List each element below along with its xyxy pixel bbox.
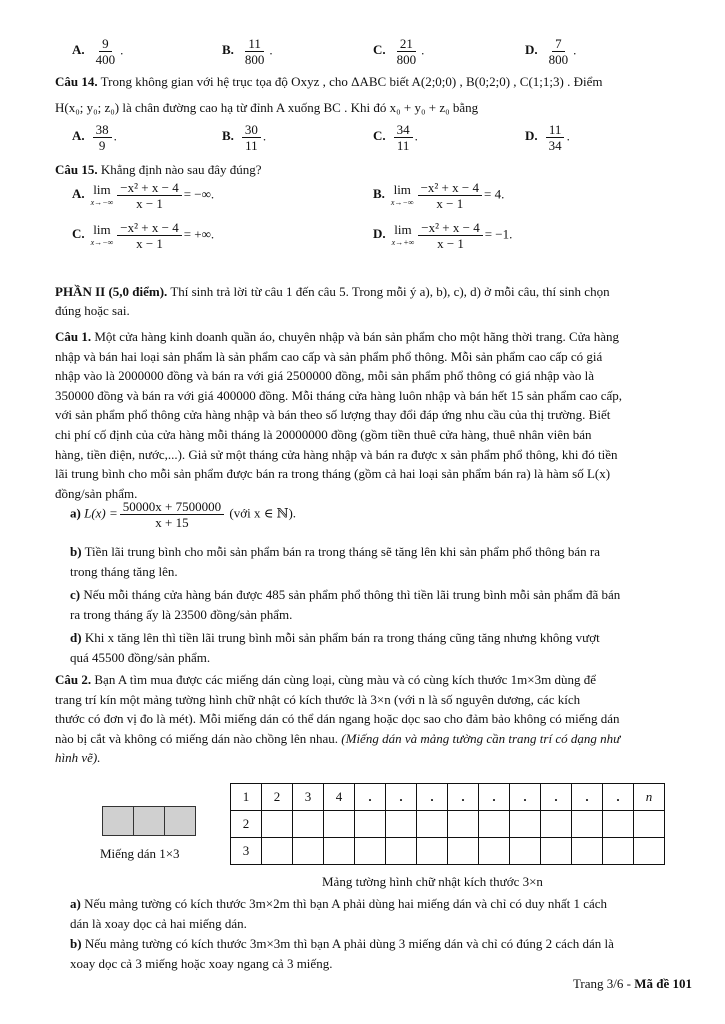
q15-stem: Câu 15. Khẳng định nào sau đây đúng? [55, 162, 262, 177]
p2q1-item-d[interactable]: d) Khi x tăng lên thì tiền lãi trung bình mỗi sản phẩm bán ra trong tháng cũng tăng nhưng không vượt quá 45500 đồng/sản phẩm. [70, 630, 600, 665]
p2q2-item-b[interactable]: b) Nếu mảng tường có kích thước 3m×3m thì bạn A phải dùng 3 miếng dán và chỉ có đúng 2 cách dán là xoay dọc cả 3 miếng hoặc xoay ngang cả 3 miếng. [70, 936, 614, 971]
tile-cell [102, 806, 134, 836]
q13-option-c[interactable]: C. $\frac{21}{800}$ . [373, 36, 425, 67]
limit: lim x→−∞ [390, 181, 414, 207]
tile-cell [164, 806, 196, 836]
fraction: $\frac{\text{−x² + x − 4}}{x - 1}$ [418, 220, 482, 251]
p2q1-item-a[interactable]: a) L(x) = $\frac{50000x + 7500000}{x + 15}$ (với x ∈ ℕ). [70, 499, 297, 530]
table-row: 3 [231, 838, 665, 865]
q15-option-b[interactable]: B. lim x→−∞ $\frac{\text{−x² + x − 4}}{x - 1}$ = 4. [373, 180, 505, 211]
tile-caption: Miếng dán 1×3 [100, 846, 180, 861]
fraction: $\frac{11}{800}$ [244, 36, 265, 67]
p2q1-item-c[interactable]: c) Nếu mỗi tháng cửa hàng bán được 485 sản phẩm phổ thông thì tiền lãi trung bình mỗi sản phẩm đã bán ra trong tháng ấy là 23500 đồng/sản phẩm. [70, 587, 621, 622]
fraction: $\frac{9}{400}$ [95, 36, 116, 67]
table-row: 1 2 3 4 . . . . . . . . . n [231, 784, 665, 811]
limit: lim x→+∞ [391, 221, 415, 247]
q14-stem-line2: H(x₀; y₀; z₀) là chân đường cao hạ từ đỉnh A xuống BC . Khi đó x₀ + y₀ + z₀ bằng [55, 100, 479, 115]
q14-option-a[interactable]: A. $\frac{38}{9}$ . [72, 122, 117, 153]
q14-stem-line1: Câu 14. Trong không gian với hệ trục tọa độ Oxyz , cho ΔABC biết A(2;0;0) , B(0;2;0) , C(1;1;3) . Điểm [55, 74, 603, 89]
fraction: $\frac{\text{−x² + x − 4}}{x - 1}$ [117, 180, 181, 211]
page-footer: Trang 3/6 - Mã đề 101 [572, 976, 692, 991]
limit: lim x→−∞ [90, 181, 114, 207]
q13-option-a[interactable]: A. $\frac{9}{400}$ . [72, 36, 124, 67]
fraction: $\frac{34}{11}$ [394, 122, 413, 153]
fraction: $\frac{21}{800}$ [396, 36, 417, 67]
q15-option-a[interactable]: A. lim x→−∞ $\frac{\text{−x² + x − 4}}{x - 1}$ = −∞. [72, 180, 215, 211]
q13-option-d[interactable]: D. $\frac{7}{800}$ . [525, 36, 577, 67]
fraction: $\frac{7}{800}$ [548, 36, 569, 67]
p2q1-item-b[interactable]: b) Tiền lãi trung bình cho mỗi sản phẩm bán ra trong tháng sẽ tăng lên khi sản phẩm phổ thông bán ra trong tháng tăng lên. [70, 544, 601, 579]
q14-option-c[interactable]: C. $\frac{34}{11}$ . [373, 122, 418, 153]
part2-header-line2: đúng hoặc sai. [55, 303, 130, 318]
q15-option-d[interactable]: D. lim x→+∞ $\frac{\text{−x² + x − 4}}{x - 1}$ = −1. [373, 220, 513, 251]
grid-caption: Mảng tường hình chữ nhật kích thước 3×n [322, 874, 543, 889]
p2q2-stem: Câu 2. Bạn A tìm mua được các miếng dán cùng loại, cùng màu và có cùng kích thước 1m×3m dùng để trang trí kín một mảng tường hình chữ nhật có kích thước là 3×n (với n là số nguyên dương, các kích thước có đơn vị đo là mét). Mỗi miếng dán có thể dán ngang hoặc dọc sao cho đảm bảo không có miếng dán nào bị cắt và không có miếng dán nào chồng lên nhau. (Miếng dán và mảng tường cần trang trí có dạng như hình vẽ). [55, 672, 621, 766]
p2q1-stem: Câu 1. Một cửa hàng kinh doanh quần áo, chuyên nhập và bán sản phẩm cho một hãng thời trang. Cửa hàng nhập và bán hai loại sản phẩm là sản phẩm cao cấp và sản phẩm phổ thông. Mỗi sản phẩm cao cấp có giá nhập vào là 2000000 đồng và bán ra với giá 2500000 đồng, mỗi sản phẩm phổ thông có giá nhập vào là 350000 đồng và bán ra với giá 400000 đồng. Mỗi tháng cửa hàng luôn nhập và bán hết 15 sản phẩm cao cấp, với sản phẩm phổ thông cửa hàng nhập và bán theo số lượng thay đổi đáp ứng nhu cầu của thị trường. Biết chi phí cố định của cửa hàng mỗi tháng là 20000000 đồng (gồm tiền thuê cửa hàng, thuê nhân viên bán hàng, tiền điện, nước,...). Giả sử một tháng cửa hàng nhập và bán ra được x sản phẩm phổ thông, khi đó tiền lãi trung bình cho mỗi sản phẩm được bán ra trong tháng (gồm cả hai loại sản phẩm bán ra) là hàm số L(x) đồng/sản phẩm. [55, 329, 623, 501]
q13-option-b[interactable]: B. $\frac{11}{800}$ . [222, 36, 273, 67]
sticker-tile-illustration [103, 806, 196, 836]
fraction: $\frac{11}{34}$ [546, 122, 565, 153]
p2q2-item-a[interactable]: a) Nếu mảng tường có kích thước 3m×2m thì bạn A phải dùng hai miếng dán và chỉ có duy nhất 1 cách dán là xoay dọc cả hai miếng dán. [70, 896, 608, 931]
part2-header-line1: PHẦN II (5,0 điểm). Thí sinh trả lời từ câu 1 đến câu 5. Trong mỗi ý a), b), c), d) ở mỗi câu, thí sinh chọn [55, 284, 610, 299]
fraction: $\frac{\text{−x² + x − 4}}{x - 1}$ [117, 220, 181, 251]
wall-grid-table [230, 783, 665, 865]
q15-option-c[interactable]: C. lim x→−∞ $\frac{\text{−x² + x − 4}}{x - 1}$ = +∞. [72, 220, 215, 251]
limit: lim x→−∞ [90, 221, 114, 247]
q14-option-b[interactable]: B. $\frac{30}{11}$ . [222, 122, 267, 153]
tile-cell [133, 806, 165, 836]
q14-option-d[interactable]: D. $\frac{11}{34}$ . [525, 122, 570, 153]
fraction: $\frac{\text{−x² + x − 4}}{x - 1}$ [418, 180, 482, 211]
fraction: $\frac{50000x + 7500000}{x + 15}$ [120, 499, 224, 530]
fraction: $\frac{30}{11}$ [242, 122, 261, 153]
table-row: 2 [231, 811, 665, 838]
fraction: $\frac{38}{9}$ [93, 122, 112, 153]
